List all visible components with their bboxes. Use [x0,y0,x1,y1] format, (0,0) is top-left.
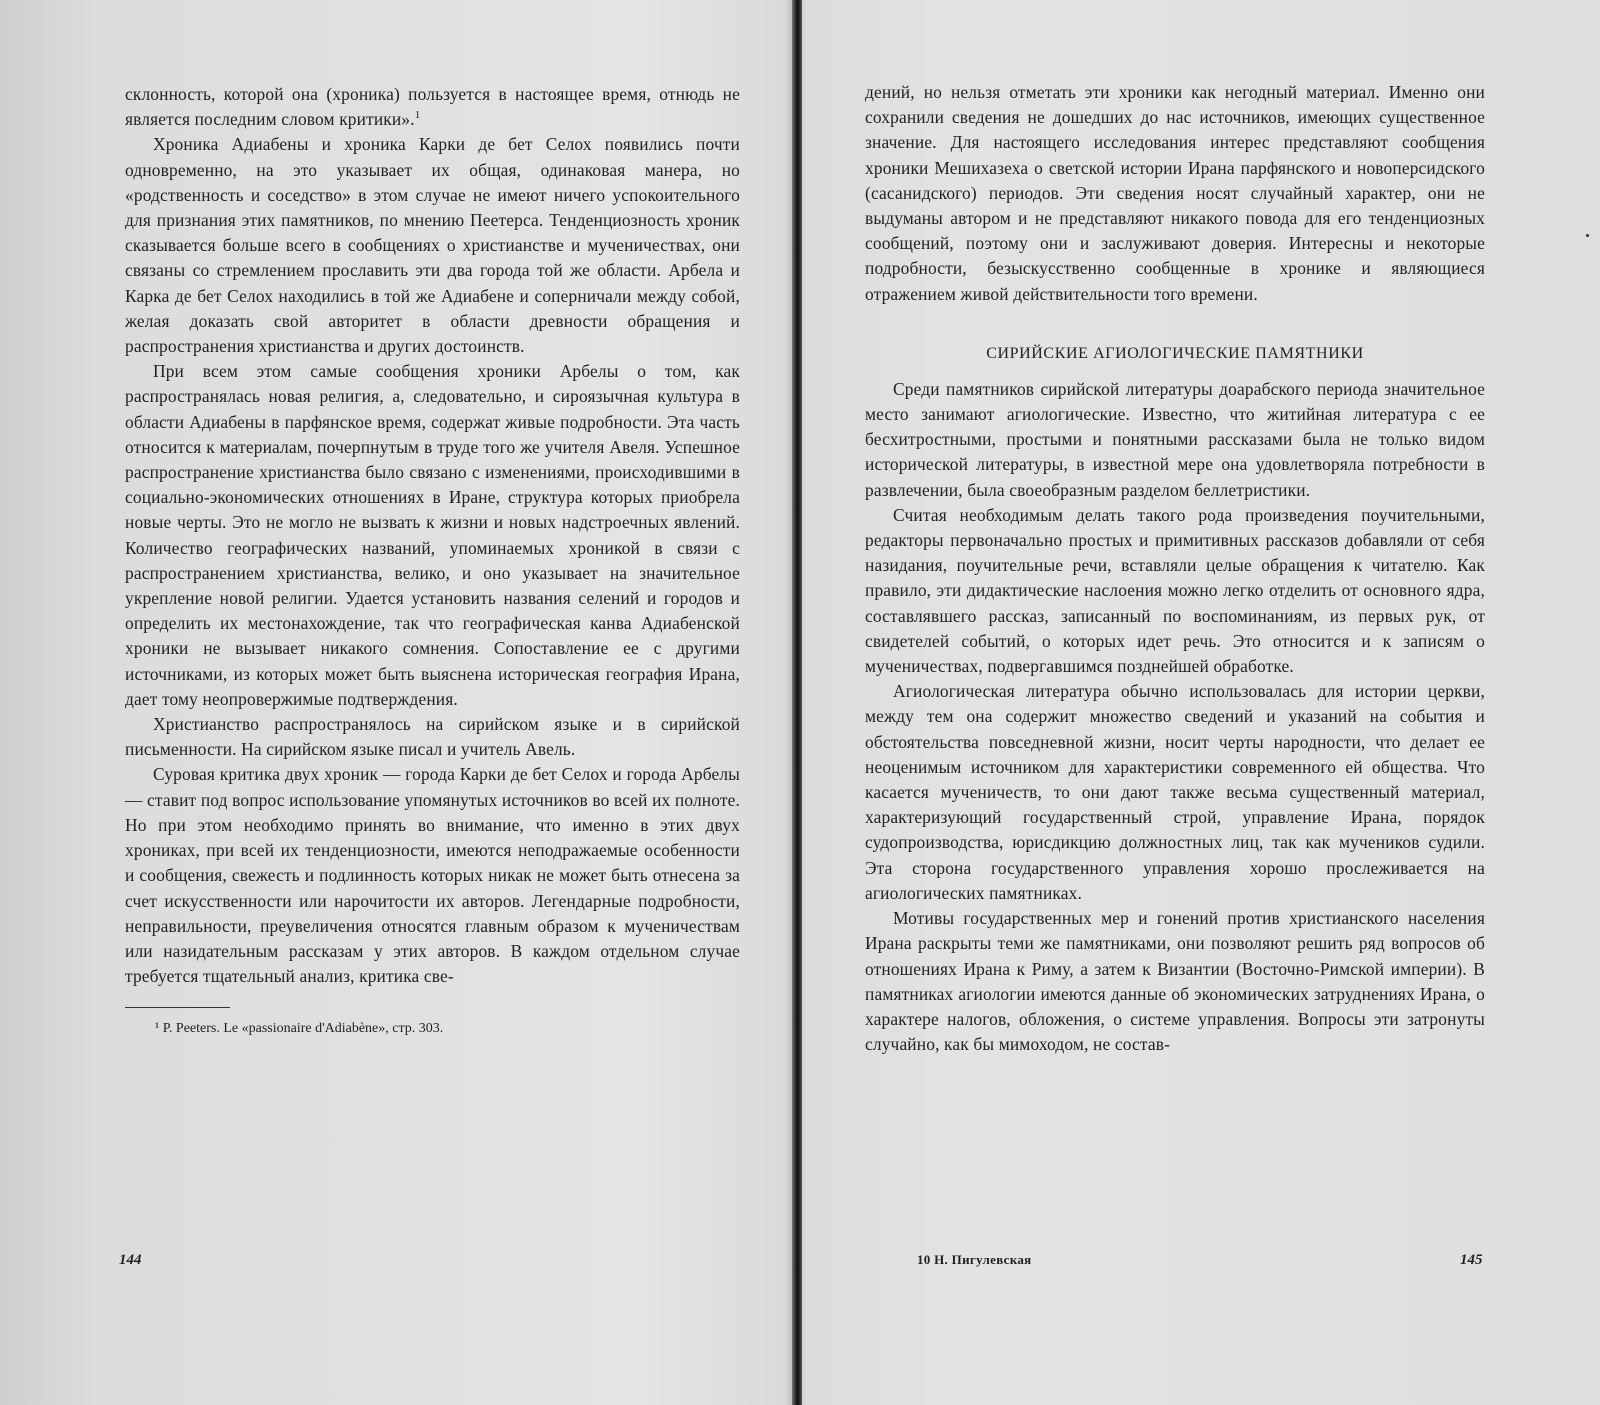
left-paragraph-2: Хроника Адиабены и хроника Карки де бет Селох появились почти одновременно, на это указывает их общая, одинаковая манера, но «родственность и соседство» в этом случае не имеют ничего успокоительного для признания этих памятников, по мнению Пеетерса. Тенденциозность хроник сказывается больше всего в сообщениях о христианстве и мученичествах, они связаны со стремлением прославить эти два города той же области. Арбела и Карка де бет Селох находились в той же Адиабене и соперничали между собой, желая доказать свой авторитет в области древности обращения и распространения христианства и других достоинств. [125,134,740,357]
footnote-rule [125,1007,230,1008]
footnote-marker: 1 [414,109,421,122]
right-page [865,80,1485,1057]
right-paragraph-1: Среди памятников сирийской литературы доарабского периода значительное место занимают агиологические. Известно, что житийная литература с ее бесхитростными, простыми и понятными рассказами была не только видом исторической литературы, в известной мере она удовлетворяла потребности в развлечении, была своеобразным разделом беллетристики. [865,378,1485,500]
left-paragraph-3: При всем этом самые сообщения хроники Арбелы о том, как распространялась новая религия, а, следовательно, и сироязычная культура в области Адиабены в парфянское время, содержат живые подробности. Эта часть относится к материалам, почерпнутым в труде того же учителя Авеля. Успешное распространение христианства было связано с изменениями, происходившими в социально-экономических отношениях в Иране, структура которых приобрела новые черты. Это не могло не вызвать к жизни и новых надстроечных явлений. Количество географических названий, упоминаемых хроникой в связи с распространением христианства, велико, и оно указывает на значительное укрепление новой религии. Удается установить названия селений и городов и определить их местонахождение, так что географическая канва Адиабенской хроники не вызывает никакого сомнения. Сопоставление ее с другими источниками, из которых может быть выяснена историческая география Ирана, дает тому неопровержимые подтверждения. [125,361,740,709]
right-paragraph-continuation: дений, но нельзя отметать эти хроники как негодный материал. Именно они сохранили сведения не дошедших до нас источников, имеющих существенное значение. Для настоящего исследования интерес представляют сообщения хроники Мешихазеха о светской истории Ирана парфянского и новоперсидского (сасанидского) периодов. Эти сведения носят случайный характер, они не выдуманы автором и не представляют никакого повода для его тенденциозных сообщений, поэтому они и заслуживают доверия. Интересны и некоторые подробности, безыскусственно сообщенные в хронике и являющиеся отражением живой действительности того времени. [865,82,1485,304]
left-paragraph-1: склонность, которой она (хроника) пользуется в настоящее время, отнюдь не является последним словом критики».$^1$ [125,84,740,130]
printer-signature: 10 Н. Пигулевская [917,1252,1032,1267]
page-number-left: 144 [119,1252,142,1268]
footnote: ¹ P. Peeters. Le «passionaire d'Adiabène», стр. 303. [155,1021,444,1037]
section-heading: СИРИЙСКИЕ АГИОЛОГИЧЕСКИЕ ПАМЯТНИКИ [986,344,1364,362]
right-paragraph-4: Мотивы государственных мер и гонений против христианского населения Ирана раскрыты теми же памятниками, они позволяют решить ряд вопросов об отношениях Ирана к Риму, а затем к Византии (Восточно-Римской империи). В памятниках агиологии имеются данные об экономических затруднениях Ирана, о характере налогов, обложения, о системе управления. Вопросы эти затронуты случайно, как бы мимоходом, не состав- [865,908,1485,1055]
left-paragraph-5: Суровая критика двух хроник — города Карки де бет Селох и города Арбелы — ставит под вопрос использование упомянутых источников во всей их полноте. Но при этом необходимо принять во внимание, что именно в этих двух хрониках, при всей их тенденциозности, имеются неподражаемые особенности и сообщения, свежесть и подлинность которых никак не может быть отнесена за счет искусственности или нарочитости их авторов. Легендарные подробности, неправильности, преувеличения относятся главным образом к мученичествам или назидательным рассказам у этих авторов. В каждом отдельном случае требуется тщательный анализ, критика све- [125,764,740,987]
page-number-right: 145 [1460,1252,1483,1268]
book-gutter [792,0,802,1405]
left-paragraph-4: Христианство распространялось на сирийском языке и в сирийской письменности. На сирийском языке писал и учитель Авель. [125,714,740,760]
scan-speck [1586,234,1589,237]
right-paragraph-3: Агиологическая литература обычно использовалась для истории церкви, между тем она содержит множество сведений и указаний на события и обстоятельства повседневной жизни, носит черты народности, что делает ее неоценимым источником для характеристики современного ей общества. Что касается мученичеств, то они дают также весьма существенный материал, характеризующий государственный строй, управление Ирана, порядок судопроизводства, юрисдикцию должностных лиц, так как мучеников судили. Эта сторона государственного управления хорошо прослеживается на агиологических памятниках. [865,681,1485,903]
right-paragraph-2: Считая необходимым делать такого рода произведения поучительными, редакторы первоначально простых и примитивных рассказов добавляли от себя назидания, поучительные речи, вставляли целые обращения к читателю. Как правило, эти дидактические наслоения можно легко отделить от основного ядра, составлявшего рассказ, записанный по воспоминаниям, из первых рук, от свидетелей событий, о которых идет речь. Это относится и к записям о мученичествах, подвергавшимся позднейшей обработке. [865,504,1485,677]
left-page [125,82,740,1038]
